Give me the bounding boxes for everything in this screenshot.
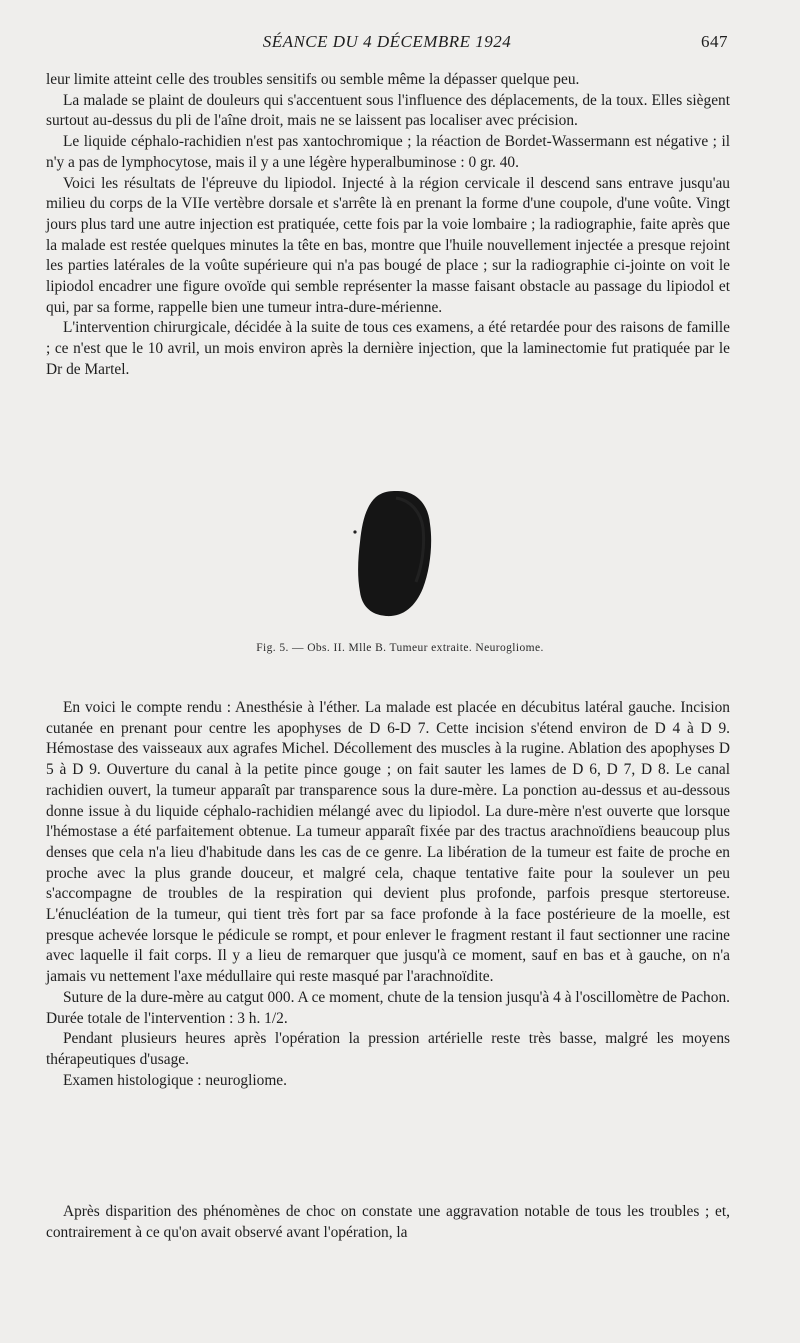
paragraph: La malade se plaint de douleurs qui s'accentuent sous l'influence des déplacements, de la toux. Elles siègent surtout au-dessus du pli de l'aîne droit, mais ne se laissent pas localiser avec précision.: [46, 91, 730, 130]
page-header: [46, 32, 728, 54]
text-block-end: [46, 1202, 730, 1243]
page-number: 647: [701, 32, 728, 51]
text-block-bottom: [46, 698, 730, 1091]
paragraph: En voici le compte rendu : Anesthésie à l'éther. La malade est placée en décubitus latéral gauche. Incision cutanée en prenant pour centre les apophyses de D 6-D 7. Cette incision s'étend environ de D 4 à D 9. Hémostase des vaisseaux aux agrafes Michel. Décollement des muscles à la rugine. Ablation des apophyses D 5 à D 9. Ouverture du canal à la petite pince gouge ; on fait sauter les lames de D 6, D 7, D 8. Le canal rachidien ouvert, la tumeur apparaît par transparence sous la dure-mère. La ponction au-dessus et au-dessous donne issue à du liquide céphalo-rachidien mélangé avec du lipiodol. La dure-mère n'est ouverte que lorsque l'hémostase a été parfaitement obtenue. La tumeur apparaît fixée par des tractus arachnoïdiens beaucoup plus denses que cela n'a lieu d'habitude dans les cas de ce genre. La libération de la tumeur est faite de proche en proche avec la plus grande douceur, et malgré cela, chaque tentative faite pour la soulever un peu s'accompagne de troubles de la respiration qui devient plus profonde, parfois presque stertoreuse. L'énucléation de la tumeur, qui tient très fort par sa face profonde à la face postérieure de la moelle, est presque achevée lorsque le pédicule se rompt, et pour enlever le fragment restant il faut sectionner une racine avec laquelle il fait corps. Il y a lieu de remarquer que jusqu'à ce moment, sauf en bas et à gauche, on n'a jamais vu nettement l'axe médullaire qui reste masqué par l'arachnoïdite.: [46, 699, 730, 986]
text-block-top: [46, 70, 730, 381]
paragraph: Pendant plusieurs heures après l'opération la pression artérielle reste très basse, malgré les moyens thérapeutiques d'usage.: [46, 1030, 730, 1068]
paragraph: leur limite atteint celle des troubles sensitifs ou semble même la dépasser quelque peu.: [46, 71, 580, 88]
paragraph: Voici les résultats de l'épreuve du lipiodol. Injecté à la région cervicale il descend sans entrave jusqu'au milieu du corps de la VIIe vertèbre dorsale et s'arrête là en prenant la forme d'une coupole, d'une voûte. Vingt jours plus tard une autre injection est pratiquée, cette fois par la voie lombaire ; la radiographie, faite après que la malade est restée quelques minutes la tête en bas, montre que l'huile nouvellement injectée a presque rejoint les parties latérales de la voûte supérieure qui n'a pas bougé de place ; sur la radiographie ci-jointe on voit le lipiodol encadrer une figure ovoïde qui semble représenter la masse faisant obstacle au passage du lipiodol et qui, par sa forme, rappelle bien une tumeur intra-dure-mérienne.: [46, 174, 730, 316]
running-title: SÉANCE DU 4 DÉCEMBRE 1924: [262, 32, 512, 51]
tumor-specimen-photo: [352, 488, 434, 620]
figure-caption: Fig. 5. — Obs. II. Mlle B. Tumeur extraite. Neurogliome.: [256, 642, 544, 654]
paragraph: Après disparition des phénomènes de choc on constate une aggravation notable de tous les troubles ; et, contrairement à ce qu'on avait observé avant l'opération, la: [46, 1203, 730, 1241]
paragraph: Le liquide céphalo-rachidien n'est pas xantochromique ; la réaction de Bordet-Wassermann est négative ; il n'y a pas de lymphocytose, mais il y a une légère hyperalbuminose : 0 gr. 40.: [46, 133, 730, 171]
paragraph: L'intervention chirurgicale, décidée à la suite de tous ces examens, a été retardée pour des raisons de famille ; ce n'est que le 10 avril, un mois environ après la dernière injection, que la laminectomie fut pratiquée par le Dr de Martel.: [46, 319, 730, 378]
paragraph: Examen histologique : neurogliome.: [63, 1071, 287, 1089]
paragraph: Suture de la dure-mère au catgut 000. A ce moment, chute de la tension jusqu'à 4 à l'oscillomètre de Pachon. Durée totale de l'intervention : 3 h. 1/2.: [46, 988, 730, 1027]
